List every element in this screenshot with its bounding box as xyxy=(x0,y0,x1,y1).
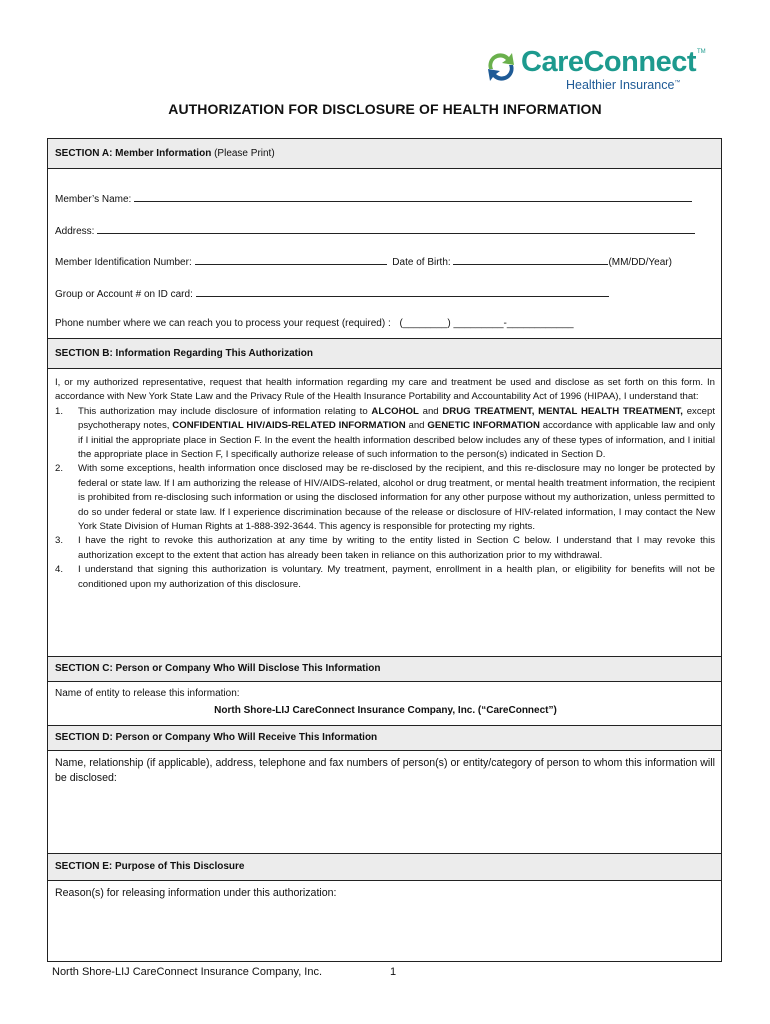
dob-label: Date of Birth: xyxy=(392,257,451,268)
address-field[interactable] xyxy=(55,224,695,237)
authorization-form xyxy=(47,138,722,962)
footer-company: North Shore-LIJ CareConnect Insurance Company, Inc. xyxy=(52,966,323,978)
list-item-2: 2. With some exceptions, health information once disclosed may be re-disclosed by the recipient, and this re-disclosure may no longer be protected by federal or state law. If I am authorizing the release of HIV/AIDS-related, alcohol or drug treatment, or mental health treatment information, the recipient is prohibited from re-disclosing such information or using the disclosed information for any other purpose without my authorization, unless permitted to do so under federal or state law. If I experience discrimination because of the release or disclosure of HIV-related information, I may contact the New York State Division of Human Rights at 1-888-392-3644. This agency is responsible for protecting my rights. xyxy=(55,463,715,533)
page-footer xyxy=(52,966,397,978)
dob-format: (MM/DD/Year) xyxy=(608,257,672,268)
address-label: Address: xyxy=(55,226,95,237)
list-item-1: 1. This authorization may include disclosure of information relating to ALCOHOL and DRUG TREATMENT, MENTAL HEALTH TREATMENT, except psychotherapy notes, CONFIDENTIAL HIV/AIDS-RELATED INFORMATION and GENETIC INFORMATION accordance with applicable law and only if I initial the appropriate place in Section F. In the event the health information described below includes any of these types of information, and I initial the appropriate place in Section F, I specifically authorize release of such information to the person(s) indicated in Section D. xyxy=(55,405,716,461)
section-b-body xyxy=(55,376,715,592)
phone-template[interactable]: (________) _________-____________ xyxy=(399,318,574,329)
list-item-3: 3. I have the right to revoke this authorization at any time by writing to the entity listed in Section C below. I understand that I may revoke this authorization except to the extent that action has already been taken in reliance on this authorization prior to my withdrawal. xyxy=(55,535,715,561)
member-name-label: Member’s Name: xyxy=(55,194,132,205)
logo-tm: TM xyxy=(697,49,706,55)
section-e-label: Reason(s) for releasing information under this authorization: xyxy=(55,887,337,899)
group-account-field[interactable] xyxy=(55,287,609,300)
section-c-label: Name of entity to release this information: xyxy=(55,688,240,699)
careconnect-logo xyxy=(483,43,713,98)
section-a-heading: SECTION A: Member Information (Please Print) xyxy=(48,138,721,169)
disclosing-entity: North Shore-LIJ CareConnect Insurance Company, Inc. (“CareConnect”) xyxy=(214,705,557,716)
page-number: 1 xyxy=(390,966,397,978)
address-line[interactable] xyxy=(97,224,695,234)
logo-tagline: Healthier Insurance™ xyxy=(566,78,681,92)
arrows-logo-icon xyxy=(483,49,519,85)
recipient-input-area[interactable] xyxy=(48,789,721,854)
member-name-line[interactable] xyxy=(134,192,692,202)
section-b-heading: SECTION B: Information Regarding This Authorization xyxy=(48,338,721,369)
group-account-label: Group or Account # on ID card: xyxy=(55,289,193,300)
section-d-heading: SECTION D: Person or Company Who Will Receive This Information xyxy=(48,725,721,751)
list-item-4: 4. I understand that signing this authorization is voluntary. My treatment, payment, enrollment in a health plan, or eligibility for benefits will not be conditioned upon my authorization of this disclosure. xyxy=(55,564,715,590)
phone-field[interactable] xyxy=(55,318,574,329)
member-name-field[interactable] xyxy=(55,192,692,205)
member-id-label: Member Identification Number: xyxy=(55,257,192,268)
purpose-input-area[interactable] xyxy=(48,904,721,960)
section-d-label: Name, relationship (if applicable), address, telephone and fax numbers of person(s) or entity/category of person to whom this information will be disclosed: xyxy=(55,757,715,784)
logo-wordmark: CareConnect xyxy=(521,46,696,78)
section-c-heading: SECTION C: Person or Company Who Will Disclose This Information xyxy=(48,656,721,682)
phone-label: Phone number where we can reach you to process your request (required) : xyxy=(55,318,391,329)
document-title: AUTHORIZATION FOR DISCLOSURE OF HEALTH INFORMATION xyxy=(168,101,602,117)
section-e-heading: SECTION E: Purpose of This Disclosure xyxy=(48,853,721,881)
group-account-line[interactable] xyxy=(196,287,609,297)
member-id-field[interactable] xyxy=(55,255,672,268)
dob-line[interactable] xyxy=(453,255,608,265)
member-id-line[interactable] xyxy=(195,255,387,265)
section-b-intro: I, or my authorized representative, request that health information regarding my care and treatment be used and disclose as set forth on this form. In accordance with New York State Law and the Privacy Rule of the Health Insurance Portability and Accountability Act of 1996 (HIPAA), I understand that: xyxy=(55,377,715,403)
